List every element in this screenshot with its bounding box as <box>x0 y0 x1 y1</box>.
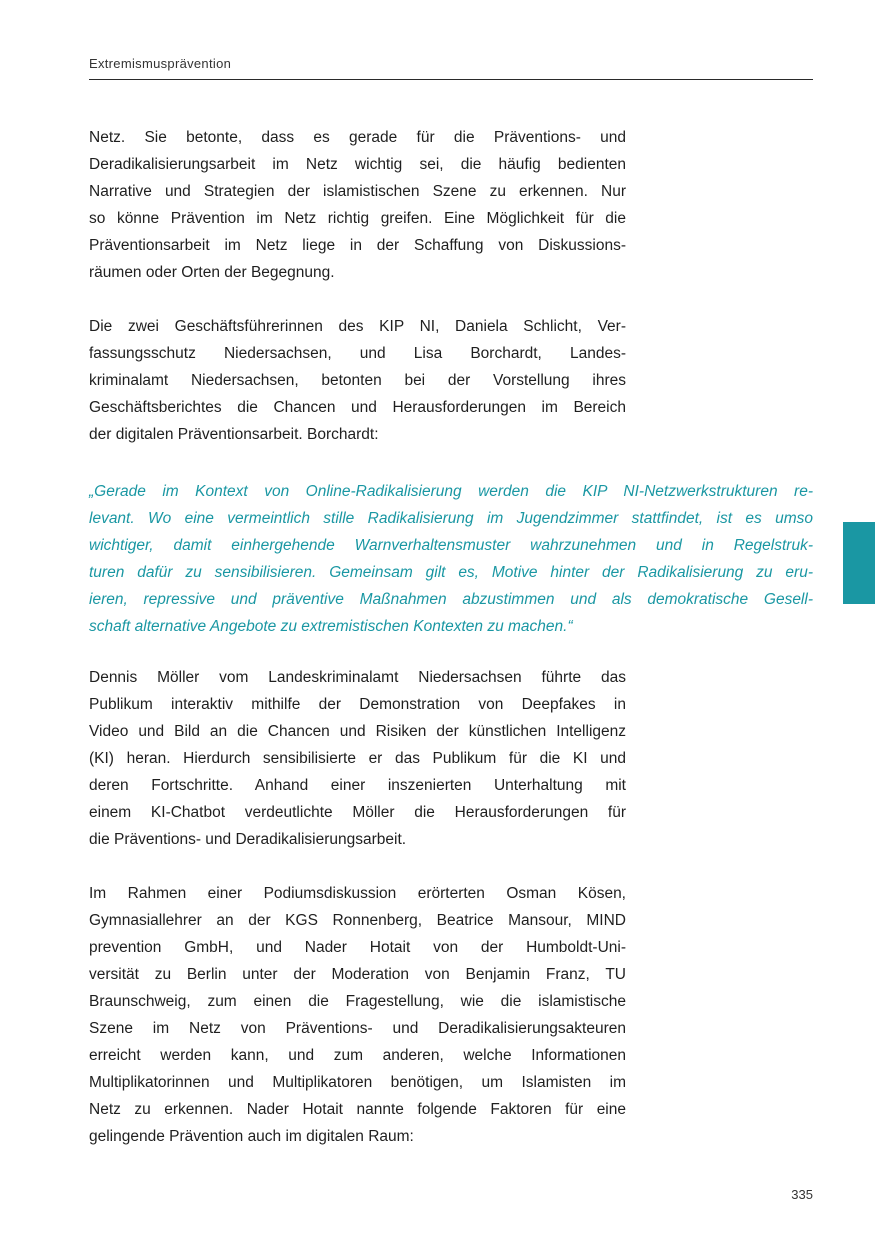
text-line: Deradikalisierungsarbeit im Netz wichtig sei, die häufig bedienten <box>89 156 626 173</box>
running-header: Extremismusprävention <box>89 56 232 71</box>
text-line: Gymnasiallehrer an der KGS Ronnenberg, Beatrice Mansour, MIND <box>89 912 626 929</box>
quote-line: turen dafür zu sensibilisieren. Gemeinsam gilt es, Motive hinter der Radikalisierung zu eru- <box>89 564 813 581</box>
text-line: kriminalamt Niedersachsen, betonten bei der Vorstellung ihres <box>89 372 626 389</box>
paragraph-2 <box>89 313 626 448</box>
quote-line: schaft alternative Angebote zu extremistischen Kontexten zu machen.“ <box>89 618 573 635</box>
text-line: Präventionsarbeit im Netz liege in der Schaffung von Diskussions- <box>89 237 626 254</box>
text-line: Dennis Möller vom Landeskriminalamt Niedersachsen führte das <box>89 669 626 686</box>
text-line: Netz zu erkennen. Nader Hotait nannte folgende Faktoren für eine <box>89 1101 626 1118</box>
text-line: einem KI-Chatbot verdeutlichte Möller die Herausforderungen für <box>89 804 626 821</box>
text-line: gelingende Prävention auch im digitalen Raum: <box>89 1128 414 1145</box>
chapter-side-tab <box>843 522 875 604</box>
header-rule <box>89 79 813 80</box>
text-line: Braunschweig, zum einen die Fragestellung, wie die islamistische <box>89 993 626 1010</box>
text-line: Narrative und Strategien der islamistischen Szene zu erkennen. Nur <box>89 183 626 200</box>
text-line: räumen oder Orten der Begegnung. <box>89 264 335 281</box>
paragraph-3 <box>89 664 626 853</box>
text-line: deren Fortschritte. Anhand einer inszenierten Unterhaltung mit <box>89 777 626 794</box>
quote-line: levant. Wo eine vermeintlich stille Radikalisierung im Jugendzimmer stattfindet, ist es umso <box>89 510 813 527</box>
text-line: versität zu Berlin unter der Moderation von Benjamin Franz, TU <box>89 966 626 983</box>
text-line: der digitalen Präventionsarbeit. Borchardt: <box>89 426 379 443</box>
paragraph-1 <box>89 124 626 286</box>
text-line: Im Rahmen einer Podiumsdiskussion erörterten Osman Kösen, <box>89 885 626 902</box>
text-line: (KI) heran. Hierdurch sensibilisierte er das Publikum für die KI und <box>89 750 626 767</box>
quote-line: „Gerade im Kontext von Online-Radikalisierung werden die KIP NI-Netzwerkstrukturen re- <box>89 483 813 500</box>
text-line: Multiplikatorinnen und Multiplikatoren benötigen, um Islamisten im <box>89 1074 626 1091</box>
text-line: Netz. Sie betonte, dass es gerade für die Präventions- und <box>89 129 626 146</box>
paragraph-4 <box>89 880 626 1150</box>
text-line: Szene im Netz von Präventions- und Deradikalisierungsakteuren <box>89 1020 626 1037</box>
block-quote <box>89 478 813 640</box>
text-line: Video und Bild an die Chancen und Risiken der künstlichen Intelligenz <box>89 723 626 740</box>
text-line: erreicht werden kann, und zum anderen, welche Informationen <box>89 1047 626 1064</box>
page-number: 335 <box>791 1187 813 1202</box>
quote-line: ieren, repressive und präventive Maßnahmen abzustimmen und als demokratische Gesell- <box>89 591 813 608</box>
text-line: die Präventions- und Deradikalisierungsarbeit. <box>89 831 407 848</box>
text-line: prevention GmbH, und Nader Hotait von der Humboldt-Uni- <box>89 939 626 956</box>
text-line: so könne Prävention im Netz richtig greifen. Eine Möglichkeit für die <box>89 210 626 227</box>
text-line: fassungsschutz Niedersachsen, und Lisa Borchardt, Landes- <box>89 345 626 362</box>
text-line: Die zwei Geschäftsführerinnen des KIP NI, Daniela Schlicht, Ver- <box>89 318 626 335</box>
text-line: Geschäftsberichtes die Chancen und Herausforderungen im Bereich <box>89 399 626 416</box>
quote-line: wichtiger, damit einhergehende Warnverhaltensmuster wahrzunehmen und in Regelstruk- <box>89 537 813 554</box>
text-line: Publikum interaktiv mithilfe der Demonstration von Deepfakes in <box>89 696 626 713</box>
